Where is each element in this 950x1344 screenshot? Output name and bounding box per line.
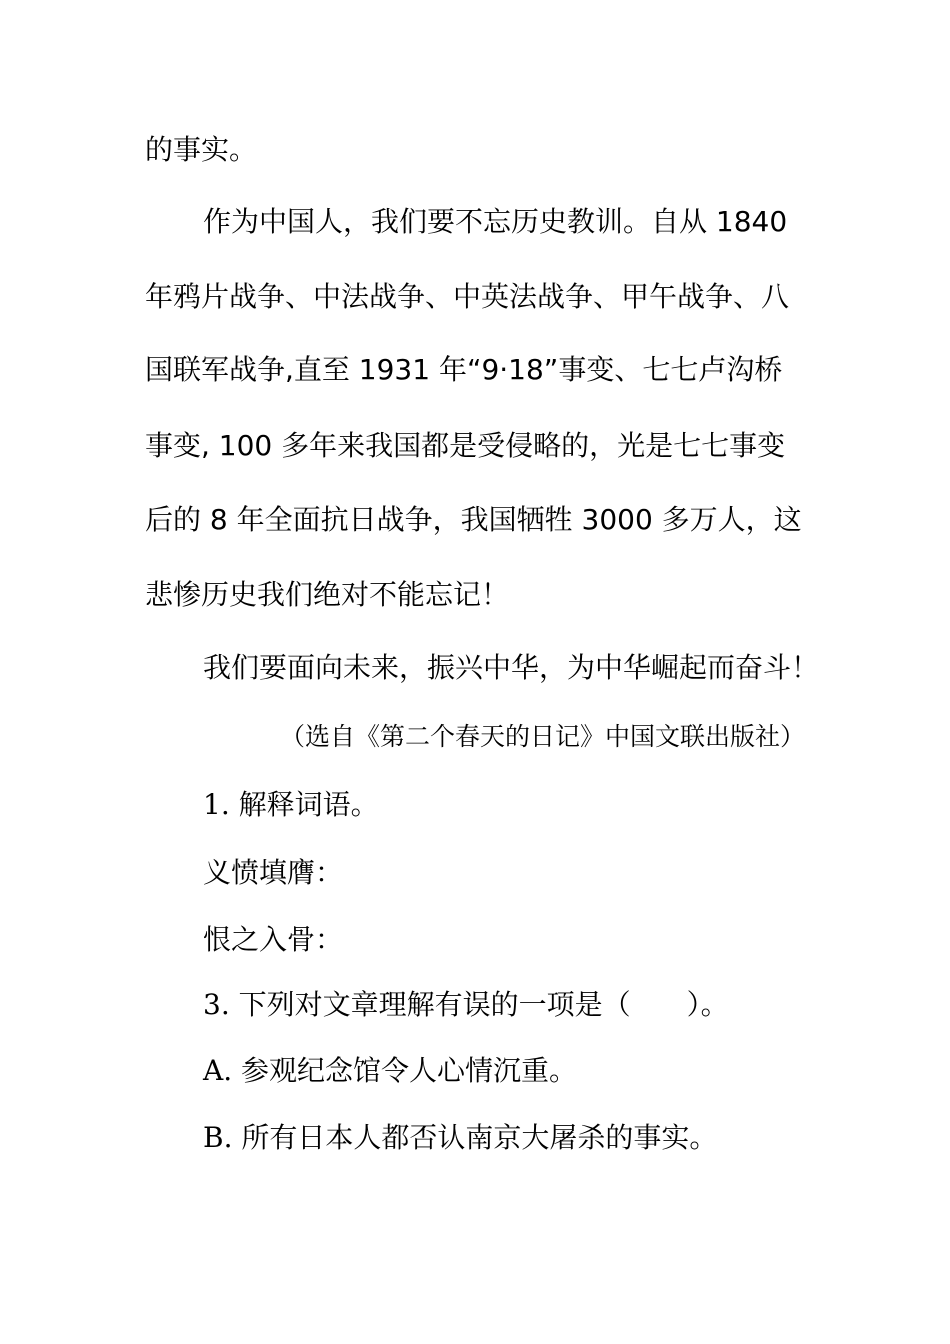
option-b: B. 所有日本人都否认南京大屠杀的事实。 bbox=[203, 1121, 718, 1154]
passage-line-7: 悲惨历史我们绝对不能忘记！ bbox=[145, 578, 510, 611]
option-a: A. 参观纪念馆令人心情沉重。 bbox=[203, 1054, 578, 1087]
question-3-title: 3. 下列对文章理解有误的一项是（ ）。 bbox=[203, 988, 729, 1021]
passage-line-6: 后的 8 年全面抗日战争，我国牺牲 3000 多万人，这 bbox=[145, 503, 802, 536]
term-2: 恨之入骨： bbox=[203, 923, 344, 956]
passage-line-5: 事变, 100 多年来我国都是受侵略的，光是七七事变 bbox=[145, 429, 786, 462]
term-1: 义愤填膺： bbox=[203, 856, 344, 889]
passage-line-2: 作为中国人，我们要不忘历史教训。自从 1840 bbox=[203, 205, 788, 238]
passage-source: （选自《第二个春天的日记》中国文联出版社） bbox=[280, 722, 806, 751]
question-1-title: 1. 解释词语。 bbox=[203, 788, 379, 821]
passage-line-3: 年鸦片战争、中法战争、中英法战争、甲午战争、八 bbox=[145, 280, 790, 313]
passage-line-1: 的事实。 bbox=[145, 133, 258, 166]
passage-line-8: 我们要面向未来，振兴中华，为中华崛起而奋斗！ bbox=[203, 651, 820, 684]
passage-line-4: 国联军战争,直至 1931 年“9·18”事变、七七卢沟桥 bbox=[145, 353, 783, 386]
